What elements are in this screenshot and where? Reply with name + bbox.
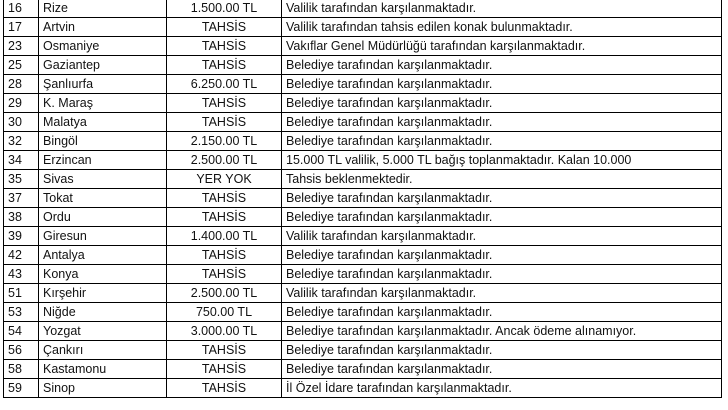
city-cell[interactable]: Rize <box>39 0 167 18</box>
code-cell[interactable]: 56 <box>4 341 39 360</box>
note-cell[interactable]: Belediye tarafından karşılanmaktadır. <box>282 246 722 265</box>
table-row <box>4 284 722 303</box>
city-cell[interactable]: Bingöl <box>39 132 167 151</box>
city-cell[interactable]: Yozgat <box>39 322 167 341</box>
code-cell[interactable]: 17 <box>4 18 39 37</box>
amount-cell[interactable]: 2.500.00 TL <box>167 151 282 170</box>
note-cell[interactable]: Belediye tarafından karşılanmaktadır. <box>282 113 722 132</box>
code-cell[interactable]: 59 <box>4 379 39 398</box>
note-cell[interactable]: Valilik tarafından karşılanmaktadır. <box>282 0 722 18</box>
table-row <box>4 75 722 94</box>
city-cell[interactable]: Sinop <box>39 379 167 398</box>
table-row <box>4 0 722 18</box>
code-cell[interactable]: 30 <box>4 113 39 132</box>
city-cell[interactable]: Kırşehir <box>39 284 167 303</box>
note-cell[interactable]: Belediye tarafından karşılanmaktadır. <box>282 75 722 94</box>
amount-cell[interactable]: 3.000.00 TL <box>167 322 282 341</box>
city-cell[interactable]: Malatya <box>39 113 167 132</box>
amount-cell[interactable]: TAHSİS <box>167 18 282 37</box>
code-cell[interactable]: 58 <box>4 360 39 379</box>
code-cell[interactable]: 32 <box>4 132 39 151</box>
code-cell[interactable]: 42 <box>4 246 39 265</box>
governor-residence-table <box>3 0 722 398</box>
table-row <box>4 303 722 322</box>
amount-cell[interactable]: TAHSİS <box>167 341 282 360</box>
code-cell[interactable]: 25 <box>4 56 39 75</box>
city-cell[interactable]: Çankırı <box>39 341 167 360</box>
amount-cell[interactable]: 1.400.00 TL <box>167 227 282 246</box>
note-cell[interactable]: Belediye tarafından karşılanmaktadır. <box>282 265 722 284</box>
table-row <box>4 246 722 265</box>
note-cell[interactable]: Valilik tarafından karşılanmaktadır. <box>282 284 722 303</box>
table-row <box>4 151 722 170</box>
note-cell[interactable]: 15.000 TL valilik, 5.000 TL bağış toplanmaktadır. Kalan 10.000 <box>282 151 722 170</box>
amount-cell[interactable]: TAHSİS <box>167 246 282 265</box>
code-cell[interactable]: 39 <box>4 227 39 246</box>
table-row <box>4 379 722 398</box>
note-cell[interactable]: İl Özel İdare tarafından karşılanmaktadır. <box>282 379 722 398</box>
code-cell[interactable]: 23 <box>4 37 39 56</box>
city-cell[interactable]: Niğde <box>39 303 167 322</box>
table-row <box>4 208 722 227</box>
table-row <box>4 18 722 37</box>
city-cell[interactable]: Ordu <box>39 208 167 227</box>
note-cell[interactable]: Belediye tarafından karşılanmaktadır. Ancak ödeme alınamıyor. <box>282 322 722 341</box>
note-cell[interactable]: Belediye tarafından karşılanmaktadır. <box>282 189 722 208</box>
amount-cell[interactable]: YER YOK <box>167 170 282 189</box>
amount-cell[interactable]: TAHSİS <box>167 360 282 379</box>
code-cell[interactable]: 34 <box>4 151 39 170</box>
city-cell[interactable]: K. Maraş <box>39 94 167 113</box>
table-row <box>4 94 722 113</box>
table-row <box>4 341 722 360</box>
amount-cell[interactable]: TAHSİS <box>167 94 282 113</box>
amount-cell[interactable]: 2.150.00 TL <box>167 132 282 151</box>
code-cell[interactable]: 16 <box>4 0 39 18</box>
city-cell[interactable]: Konya <box>39 265 167 284</box>
note-cell[interactable]: Belediye tarafından karşılanmaktadır. <box>282 208 722 227</box>
note-cell[interactable]: Valilik tarafından karşılanmaktadır. <box>282 227 722 246</box>
note-cell[interactable]: Tahsis beklenmektedir. <box>282 170 722 189</box>
note-cell[interactable]: Belediye tarafından karşılanmaktadır. <box>282 94 722 113</box>
city-cell[interactable]: Giresun <box>39 227 167 246</box>
code-cell[interactable]: 35 <box>4 170 39 189</box>
table-row <box>4 113 722 132</box>
code-cell[interactable]: 28 <box>4 75 39 94</box>
city-cell[interactable]: Kastamonu <box>39 360 167 379</box>
city-cell[interactable]: Erzincan <box>39 151 167 170</box>
code-cell[interactable]: 38 <box>4 208 39 227</box>
table-row <box>4 227 722 246</box>
amount-cell[interactable]: TAHSİS <box>167 189 282 208</box>
amount-cell[interactable]: TAHSİS <box>167 265 282 284</box>
code-cell[interactable]: 51 <box>4 284 39 303</box>
amount-cell[interactable]: TAHSİS <box>167 208 282 227</box>
amount-cell[interactable]: 750.00 TL <box>167 303 282 322</box>
city-cell[interactable]: Tokat <box>39 189 167 208</box>
note-cell[interactable]: Vakıflar Genel Müdürlüğü tarafından karşılanmaktadır. <box>282 37 722 56</box>
table-row <box>4 360 722 379</box>
amount-cell[interactable]: 2.500.00 TL <box>167 284 282 303</box>
table-row <box>4 189 722 208</box>
amount-cell[interactable]: TAHSİS <box>167 56 282 75</box>
code-cell[interactable]: 43 <box>4 265 39 284</box>
code-cell[interactable]: 54 <box>4 322 39 341</box>
code-cell[interactable]: 29 <box>4 94 39 113</box>
city-cell[interactable]: Osmaniye <box>39 37 167 56</box>
table-row <box>4 170 722 189</box>
city-cell[interactable]: Sivas <box>39 170 167 189</box>
amount-cell[interactable]: TAHSİS <box>167 113 282 132</box>
note-cell[interactable]: Belediye tarafından karşılanmaktadır. <box>282 341 722 360</box>
table-row <box>4 37 722 56</box>
city-cell[interactable]: Antalya <box>39 246 167 265</box>
note-cell[interactable]: Valilik tarafından tahsis edilen konak bulunmaktadır. <box>282 18 722 37</box>
amount-cell[interactable]: 6.250.00 TL <box>167 75 282 94</box>
amount-cell[interactable]: 1.500.00 TL <box>167 0 282 18</box>
table-row <box>4 132 722 151</box>
city-cell[interactable]: Şanlıurfa <box>39 75 167 94</box>
table-row <box>4 322 722 341</box>
code-cell[interactable]: 37 <box>4 189 39 208</box>
table-body <box>4 0 722 398</box>
code-cell[interactable]: 53 <box>4 303 39 322</box>
table-row <box>4 265 722 284</box>
table-row <box>4 56 722 75</box>
note-cell[interactable]: Belediye tarafından karşılanmaktadır. <box>282 360 722 379</box>
note-cell[interactable]: Belediye tarafından karşılanmaktadır. <box>282 303 722 322</box>
city-cell[interactable]: Artvin <box>39 18 167 37</box>
note-cell[interactable]: Belediye tarafından karşılanmaktadır. <box>282 132 722 151</box>
amount-cell[interactable]: TAHSİS <box>167 37 282 56</box>
city-cell[interactable]: Gaziantep <box>39 56 167 75</box>
amount-cell[interactable]: TAHSİS <box>167 379 282 398</box>
note-cell[interactable]: Belediye tarafından karşılanmaktadır. <box>282 56 722 75</box>
